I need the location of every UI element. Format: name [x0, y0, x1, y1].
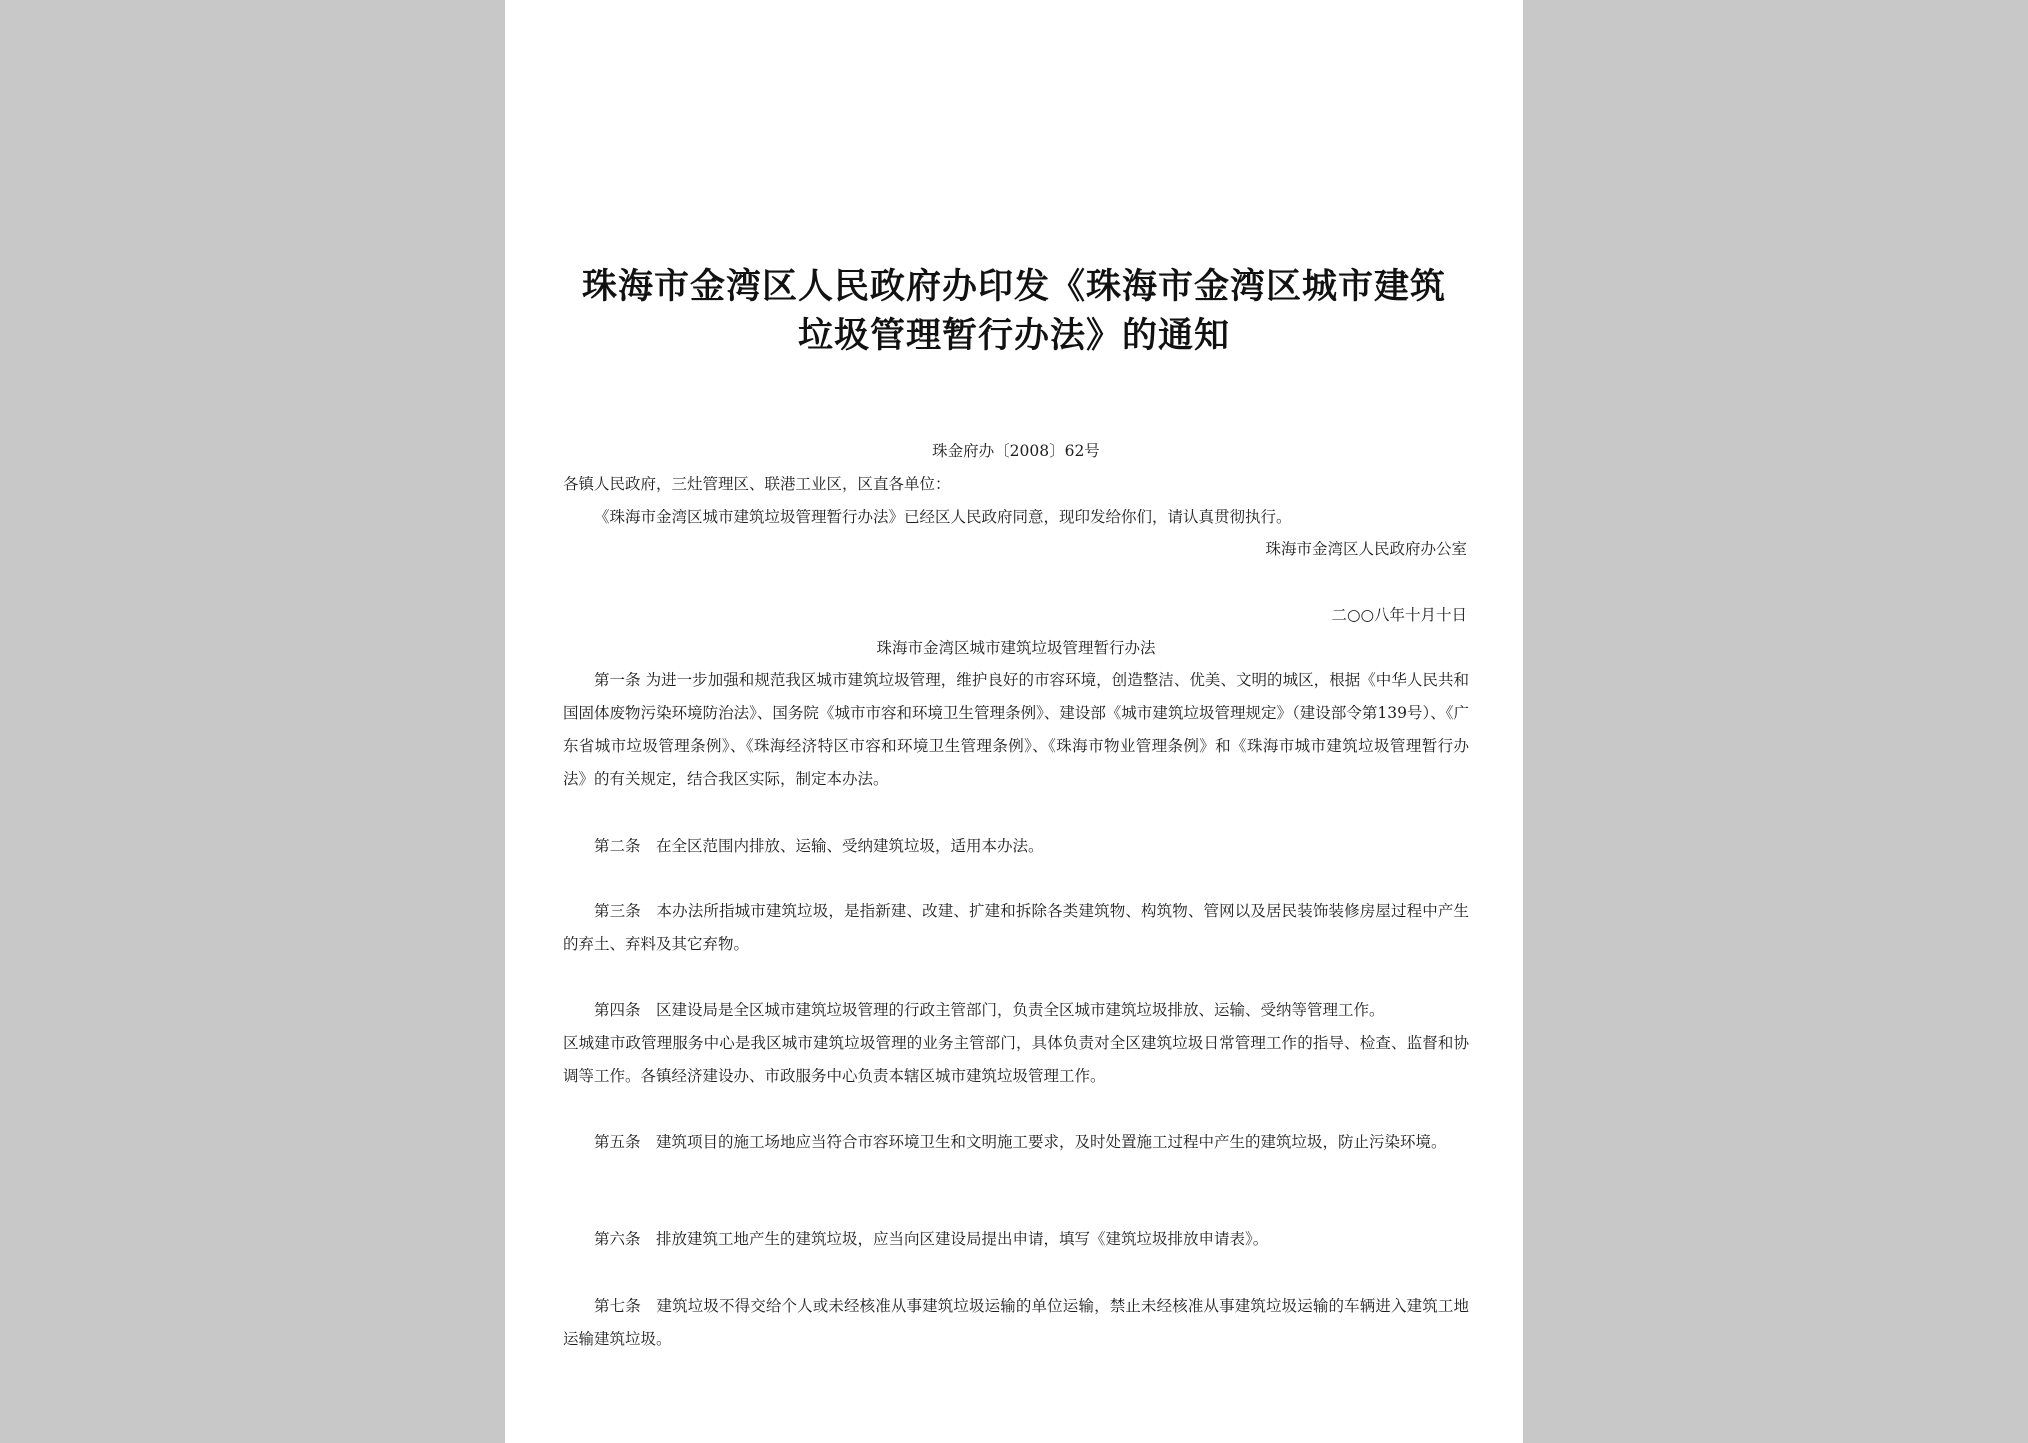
issue-date: 二○○八年十月十日: [1331, 606, 1467, 624]
article-3: 第三条 本办法所指城市建筑垃圾，是指新建、改建、扩建和拆除各类建筑物、构筑物、管网以及居民装饰装修房屋过程中产生的弃土、弃料及其它弃物。: [563, 902, 1469, 953]
article-4-continuation: 区城建市政管理服务中心是我区城市建筑垃圾管理的业务主管部门，具体负责对全区建筑垃圾日常管理工作的指导、检查、监督和协调等工作。各镇经济建设办、市政服务中心负责本辖区城市建筑垃圾管理工作。: [563, 1034, 1469, 1085]
article-7: 第七条 建筑垃圾不得交给个人或未经核准从事建筑垃圾运输的单位运输，禁止未经核准从事建筑垃圾运输的车辆进入建筑工地运输建筑垃圾。: [563, 1297, 1469, 1348]
article-4-text: 第四条 区建设局是全区城市建筑垃圾管理的行政主管部门，负责全区城市建筑垃圾排放、运输、受纳等管理工作。: [594, 1001, 1385, 1019]
issuer: 珠海市金湾区人民政府办公室: [1265, 540, 1467, 558]
document-page: [505, 0, 1523, 1443]
article-2: 第二条 在全区范围内排放、运输、受纳建筑垃圾，适用本办法。: [594, 837, 1044, 855]
article-5: 第五条 建筑项目的施工场地应当符合市容环境卫生和文明施工要求，及时处置施工过程中产生的建筑垃圾，防止污染环境。: [594, 1133, 1447, 1151]
article-4: [563, 994, 1469, 1093]
title-line-1: 珠海市金湾区人民政府办印发《珠海市金湾区城市建筑: [581, 266, 1446, 307]
addressee: 各镇人民政府，三灶管理区、联港工业区，区直各单位：: [563, 475, 951, 493]
regulation-title: 珠海市金湾区城市建筑垃圾管理暂行办法: [876, 639, 1156, 657]
article-1: 第一条 为进一步加强和规范我区城市建筑垃圾管理，维护良好的市容环境，创造整洁、优美、文明的城区，根据《中华人民共和国固体废物污染环境防治法》、国务院《城市市容和环境卫生管理条例》、建设部《城市建筑垃圾管理规定》（建设部令第139号）、《广东省城市垃圾管理条例》、《珠海经济特区市容和环境卫生管理条例》、《珠海市物业管理条例》和《珠海市城市建筑垃圾管理暂行办法》的有关规定，结合我区实际，制定本办法。: [563, 671, 1469, 788]
document-number: 珠金府办〔2008〕62号: [932, 442, 1100, 460]
article-6: 第六条 排放建筑工地产生的建筑垃圾，应当向区建设局提出申请，填写《建筑垃圾排放申请表》。: [594, 1230, 1269, 1248]
document-title: [545, 262, 1483, 360]
title-line-2: 垃圾管理暂行办法》的通知: [797, 315, 1230, 356]
notice-body: 《珠海市金湾区城市建筑垃圾管理暂行办法》已经区人民政府同意，现印发给你们，请认真贯彻执行。: [594, 508, 1292, 526]
